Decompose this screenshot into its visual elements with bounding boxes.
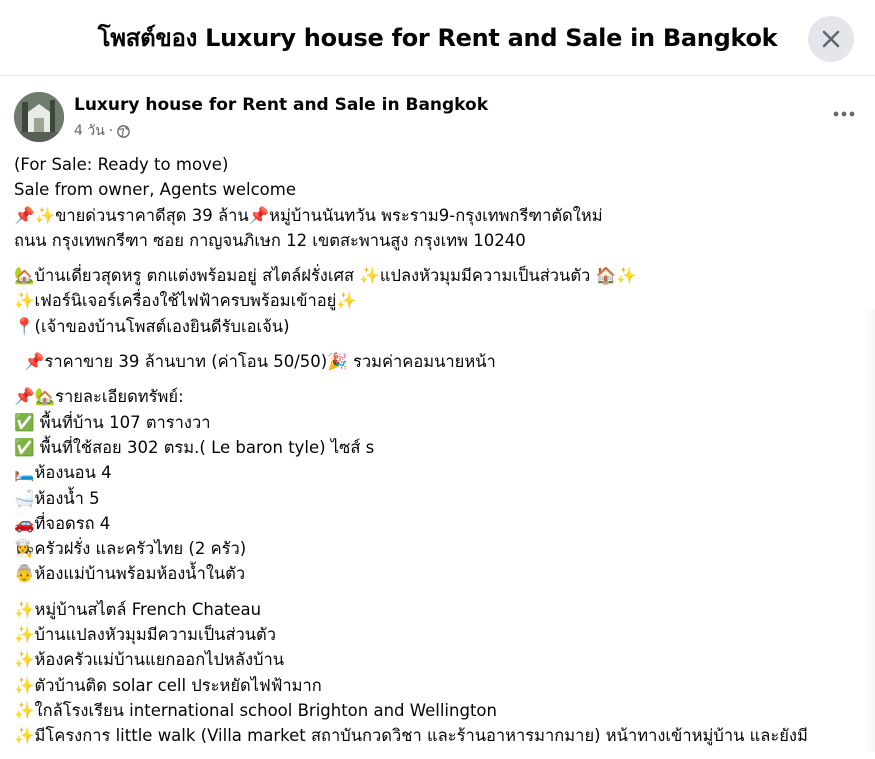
post-text-line: 📍(เจ้าของบ้านโพสต์เองยินดีรับเอเจ้น) [14, 316, 290, 336]
post-text-line: 👩‍🍳ครัวฝรั่ง และครัวไทย (2 ครัว) [14, 539, 247, 559]
meta-separator: · [108, 123, 114, 139]
avatar-image [14, 92, 64, 142]
post-text-line: ✨บ้านแปลงหัวมุมมีความเป็นส่วนตัว [14, 625, 277, 645]
post-text-line: 👵ห้องแม่บ้านพร้อมห้องน้ำในตัว [14, 564, 246, 584]
avatar[interactable] [14, 92, 64, 142]
post-paragraph [14, 597, 864, 749]
post-text-line: 📌🏡รายละเอียดทรัพย์: [14, 387, 184, 407]
post-text-line: ✅ พื้นที่บ้าน 107 ตารางวา [14, 412, 211, 432]
post-text-line: 🛏️ห้องนอน 4 [14, 463, 112, 483]
post-text-line: ✨ห้องครัวแม่บ้านแยกออกไปหลังบ้าน [14, 650, 285, 670]
post-text-line: ✨ตัวบ้านติด solar cell ประหยัดไฟฟ้ามาก [14, 675, 322, 695]
close-icon [820, 28, 842, 50]
dialog-header [0, 0, 875, 76]
globe-icon[interactable] [117, 125, 130, 138]
post-paragraph [14, 152, 864, 253]
post-text-line: ✅ พื้นที่ใช้สอย 302 ตรม.( Le baron tyle) ไซส์ s [14, 437, 375, 457]
more-icon [833, 111, 855, 117]
post-text-line: ✨มีโครงการ little walk (Villa market สถาบันกวดวิชา และร้านอาหารมากมาย) หน้าทางเข้าหมู่บ้าน และยังมี [14, 726, 808, 746]
post-paragraph [14, 349, 864, 374]
more-options-button[interactable] [824, 98, 864, 130]
post-body [14, 152, 864, 759]
post-text-line: Sale from owner, Agents welcome [14, 180, 296, 200]
post-text-line: (For Sale: Ready to move) [14, 155, 229, 174]
post-text-line: 🏡บ้านเดี่ยวสุดหรู ตกแต่งพร้อมอยู่ สไตล์ฝรั่งเศส ✨แปลงหัวมุมมีความเป็นส่วนตัว 🏠✨ [14, 266, 637, 286]
post-text-line: ✨ใกล้โรงเรียน international school Brighton and Wellington [14, 700, 497, 720]
post-text-line: ถนน กรุงเทพกรีฑา ซอย กาญจนภิเษก 12 เขตสะพานสูง กรุงเทพ 10240 [14, 230, 526, 250]
post-text-line: ✨เฟอร์นิเจอร์เครื่องใช้ไฟฟ้าครบพร้อมเข้าอยู่✨ [14, 291, 357, 311]
post-text-line: 📌ราคาขาย 39 ล้านบาท (ค่าโอน 50/50)🎉 รวมค่าคอมนายหน้า [24, 352, 496, 372]
post-text-line: 📌✨ขายด่วนราคาดีสุด 39 ล้าน📌หมู่บ้านนันทวัน พระราม9-กรุงเทพกรีฑาตัดใหม่ [14, 205, 603, 225]
post-time[interactable]: 4 วัน [74, 123, 105, 139]
close-button[interactable] [808, 16, 854, 62]
post-paragraph [14, 263, 864, 339]
post-paragraph [14, 384, 864, 586]
post-text-line: 🚗ที่จอดรถ 4 [14, 513, 111, 533]
author-name[interactable]: Luxury house for Rent and Sale in Bangkok [74, 95, 489, 115]
post-text-line: ✨หมู่บ้านสไตล์ French Chateau [14, 599, 262, 619]
dialog-title: โพสต์ของ Luxury house for Rent and Sale in Bangkok [97, 24, 778, 52]
post-text-line: 🛁ห้องน้ำ 5 [14, 488, 100, 508]
scroll-edge [863, 310, 875, 752]
post-header [14, 92, 864, 144]
post-meta [74, 120, 130, 142]
